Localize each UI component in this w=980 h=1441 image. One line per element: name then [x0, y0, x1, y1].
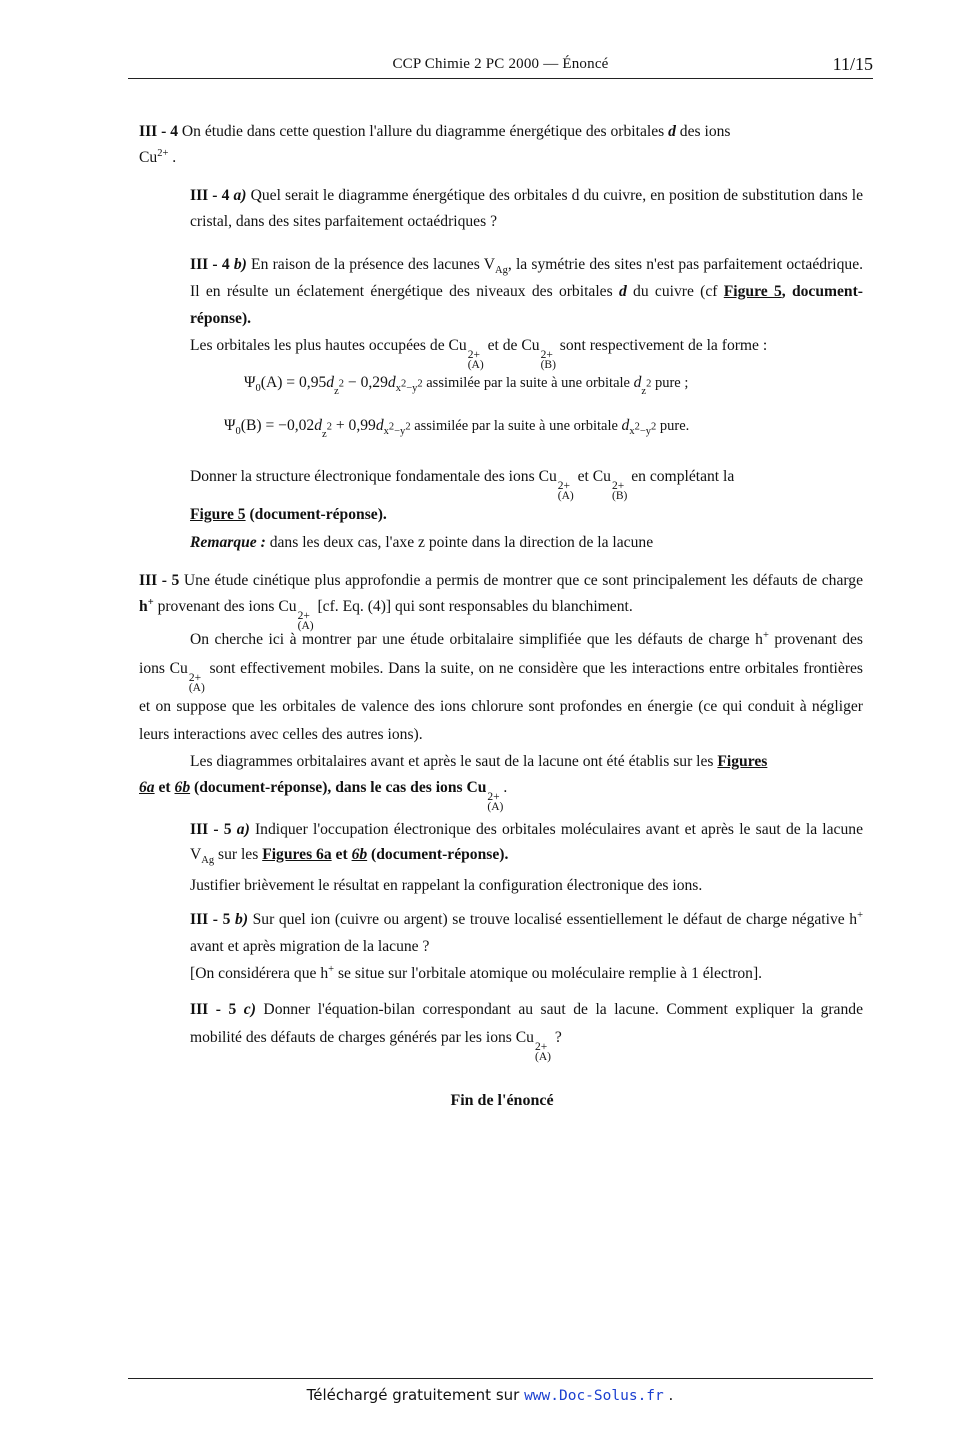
question-III-4a: III - 4 a) Quel serait le diagramme énergétique des orbitales d du cuivre, en position de substitution dans le cristal, dans des sites parfaitement octaédriques ? [190, 187, 863, 230]
question-number: III - 5 [139, 572, 180, 589]
ion-charge: 2+ (B) [540, 349, 556, 371]
equation-psi-B: $\Psi_0(B) = -0,02d_{_z^2} + 0,99d_{x^2-y^2}$ assimilée par la suite à une orbitale $d_{x^2-y^2}$ pure. [224, 417, 690, 441]
question-number: III - 4 [190, 187, 230, 204]
question-III-5: III - 5 Une étude cinétique plus approfondie a permis de montrer que ce sont principalement les défauts de charge h+ provenant des ions Cu 2+ (A) [cf. Eq. (4)] qui sont responsables du blanchiment. [139, 572, 863, 632]
ion-cu: Cu [139, 149, 158, 166]
question-number: III - 4 [190, 256, 230, 273]
question-number: III - 5 [190, 1001, 237, 1018]
equation-psi-A: $\Psi_0(A) = 0,95d_{_z^2} - 0,29d_{x^2-y^2}$ assimilée par la suite à une orbitale $d_{_z^2}$ pure ; [244, 374, 689, 398]
question-number: III - 5 [190, 911, 231, 928]
figure-6a-link[interactable]: 6a [139, 779, 155, 796]
question-number: III - 4 [139, 123, 178, 140]
paragraph-diagrams: Les diagrammes orbitalaires avant et après le saut de la lacune ont été établis sur les Figures 6a et 6b (document-réponse), dans le cas des ions Cu 2+ (A) . [139, 753, 768, 813]
question-III-4: III - 4 On étudie dans cette question l'allure du diagramme énergétique des orbitales d des ions $Cu^{2+}$ . [139, 123, 731, 166]
page-header [128, 54, 873, 79]
paragraph-orbital-study: On cherche ici à montrer par une étude orbitalaire simplifiée que les défauts de charge h+ provenant des ions Cu 2+ (A) sont effectivement mobiles. Dans la suite, on ne considère que les interactions entre orbitales frontières et on suppose que les orbitales de valence des ions chlorure sont profondes en énergie (ce qui conduit à négliger leurs interactions avec celles des autres ions). [139, 629, 864, 743]
footer-rule [128, 1378, 873, 1379]
page-footer: Téléchargé gratuitement sur www.Doc-Solus.fr . [306, 1386, 674, 1404]
question-III-4b-task: Donner la structure électronique fondamentale des ions Cu 2+ (A) et Cu 2+ (B) en complétant la Figure 5 (document-réponse). Remarque : dans les deux cas, l'axe z pointe dans la direction de la lacune [190, 468, 735, 551]
page-number: 11/15 [832, 54, 873, 74]
header-title: CCP Chimie 2 PC 2000 — Énoncé [392, 56, 609, 72]
end-of-statement: Fin de l'énoncé [450, 1092, 554, 1109]
remark-label: Remarque : [190, 534, 266, 551]
question-III-5b: III - 5 b) Sur quel ion (cuivre ou argent) se trouve localisé essentiellement le défaut de charge négative h+ avant et après migration de la lacune ? [On considérera que h+ se situe sur l'orbitale atomique ou moléculaire remplie à 1 électron]. [190, 909, 863, 982]
figure-6b-link[interactable]: 6b [351, 846, 368, 863]
question-III-5c: III - 5 c) Donner l'équation-bilan correspondant au saut de la lacune. Comment expliquer la grande mobilité des défauts de charges générés par les ions Cu 2+ (A) ? [190, 1001, 863, 1063]
ion-charge: 2+ (A) [467, 349, 484, 371]
figure-6b-link[interactable]: 6b [174, 779, 191, 796]
figure-6a-link[interactable]: Figures 6a [262, 846, 332, 863]
figure-5-link[interactable]: Figure 5 [723, 283, 782, 300]
figures-link[interactable]: Figures [717, 753, 768, 770]
question-number: III - 5 [190, 821, 232, 838]
website-link[interactable]: www.Doc-Solus.fr [524, 1388, 664, 1404]
question-III-5a: III - 5 a) Indiquer l'occupation électronique des orbitales moléculaires avant et après le saut de la lacune $V_{Ag}$ sur les Figures 6a et 6b (document-réponse). Justifier brièvement le résultat en rappelant la configuration électronique des ions. [190, 821, 863, 894]
question-III-4b: III - 4 b) En raison de la présence des lacunes $V_{Ag}$, la symétrie des sites n'est pas parfaitement octaédrique. Il en résulte un éclatement énergétique des niveaux des orbitales d du cuivre (cf Figure 5, document-réponse). Les orbitales les plus hautes occupées de Cu 2+ (A) et de Cu 2+ (B) sont respectivement de la forme : [190, 256, 864, 371]
figure-5-link[interactable]: Figure 5 [190, 506, 246, 523]
